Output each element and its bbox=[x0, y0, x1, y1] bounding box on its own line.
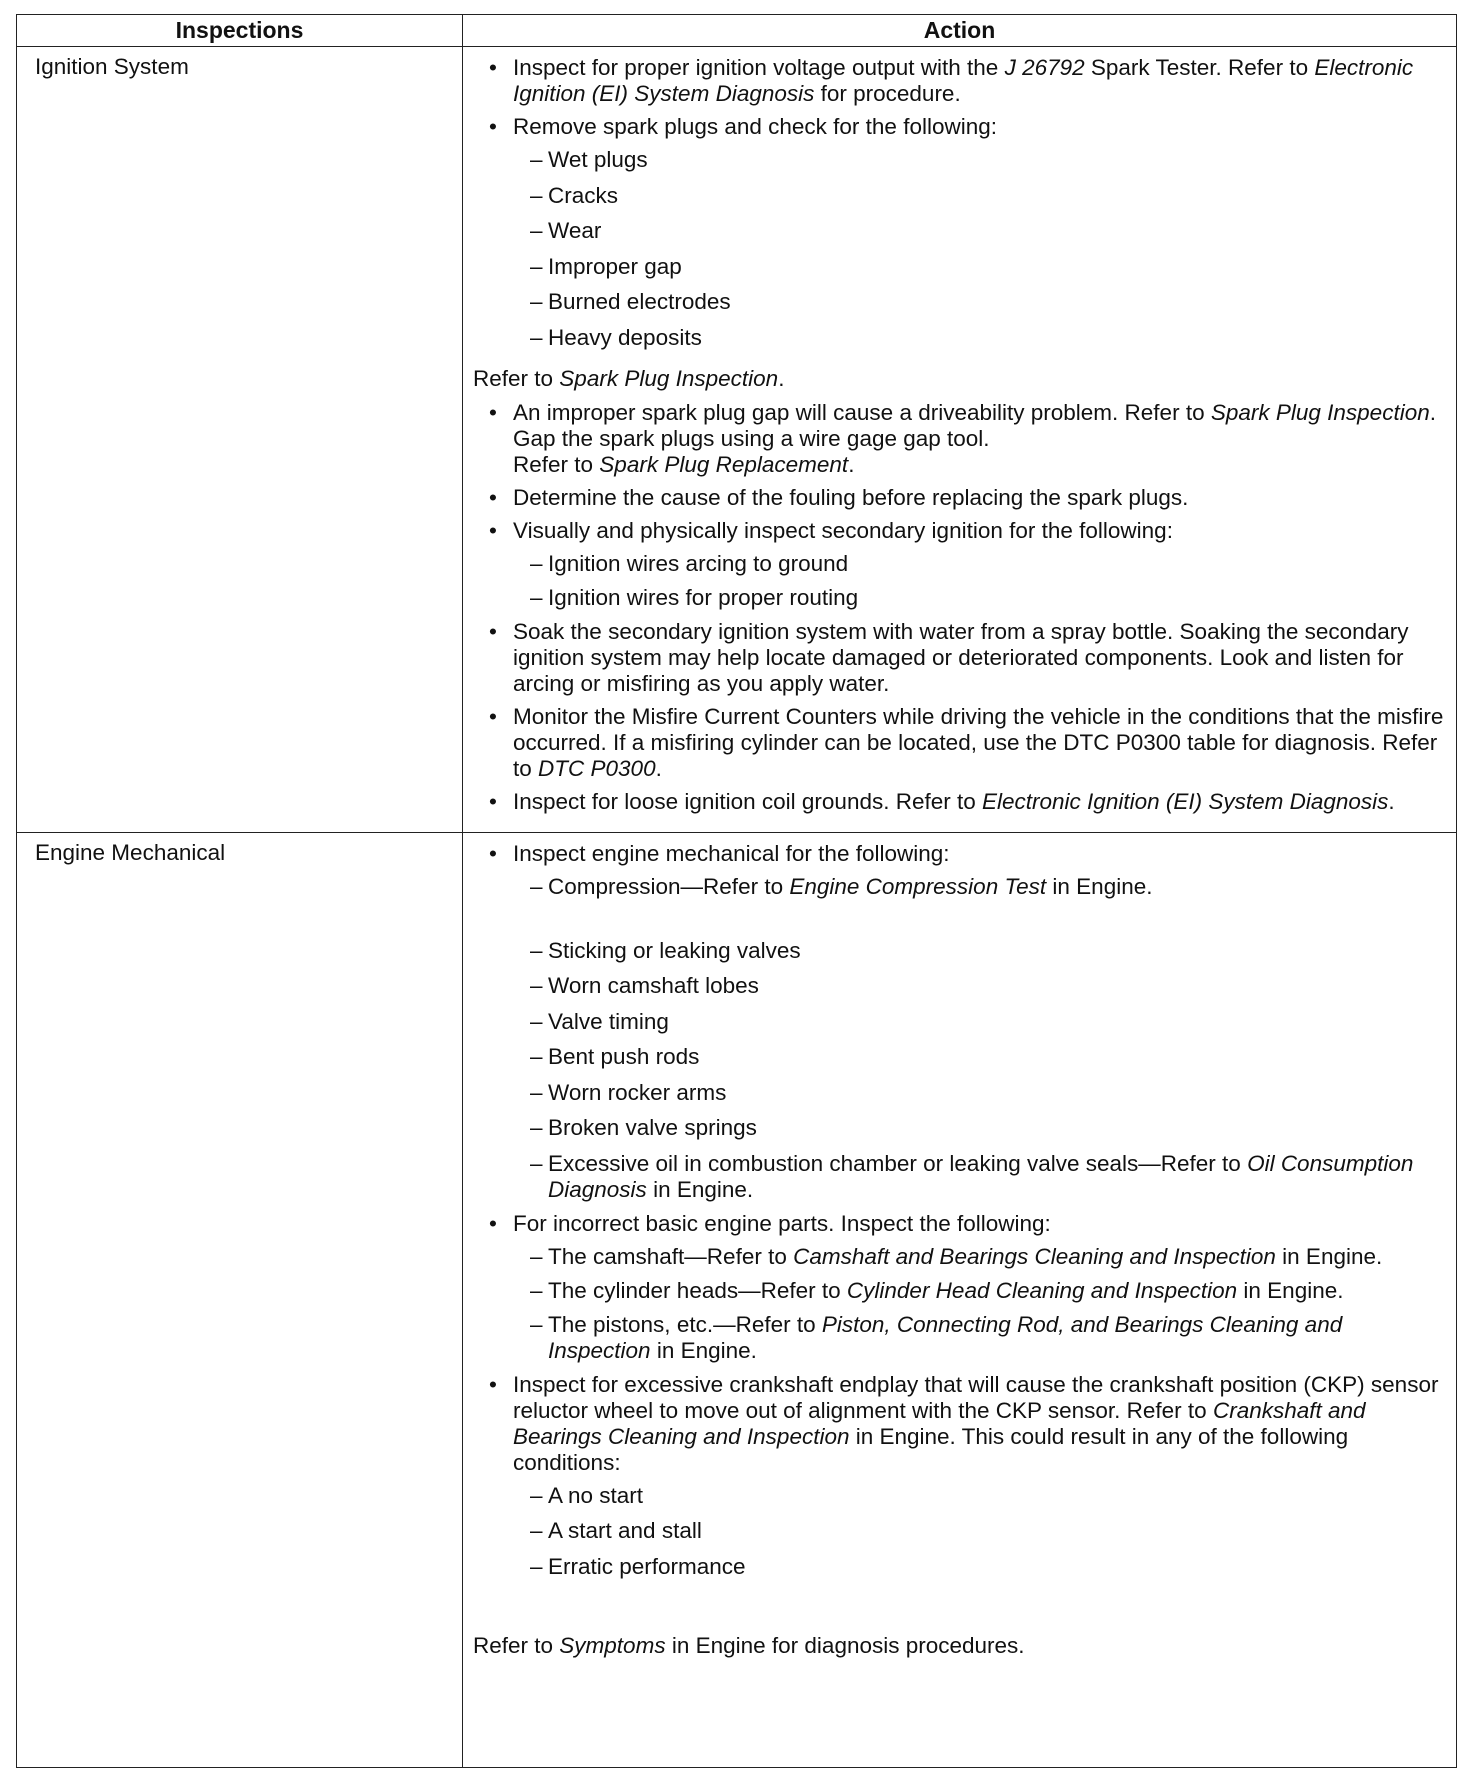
mech-check-item: – Valve timing bbox=[473, 1009, 1448, 1045]
action-ignition-system bbox=[463, 47, 1457, 833]
inspection-engine-mechanical: Engine Mechanical bbox=[17, 833, 463, 1768]
plug-check-item: – Wet plugs bbox=[473, 147, 1448, 183]
plug-check-item: – Burned electrodes bbox=[473, 289, 1448, 325]
ref-ei-diagnosis: Electronic Ignition (EI) System Diagnosis bbox=[513, 55, 1414, 106]
mech-refer-symptoms: Refer to Symptoms in Engine for diagnosis procedures. bbox=[473, 1633, 1025, 1658]
mech-condition-item: – Erratic performance bbox=[473, 1554, 1448, 1590]
plug-check-item: – Wear bbox=[473, 218, 1448, 254]
wire-check-item: – Ignition wires arcing to ground bbox=[473, 551, 1448, 577]
table-row-engine-mechanical bbox=[17, 833, 1457, 1768]
ign-refer-spark-plug-inspection: Refer to Spark Plug Inspection. bbox=[473, 366, 785, 391]
plug-check-item: – Cracks bbox=[473, 183, 1448, 219]
ign-bullet-spark-tester: • Inspect for proper ignition voltage output with the J 26792 Spark Tester. Refer to Electronic Ignition (EI) System Diagnosis for procedure. bbox=[473, 55, 1448, 107]
ign-bullet-misfire-counters: • Monitor the Misfire Current Counters while driving the vehicle in the conditions that the misfire occurred. If a misfiring cylinder can be located, use the DTC P0300 table for diagnosis. Refer to DTC P0300. bbox=[473, 704, 1448, 782]
inspection-ignition-system: Ignition System bbox=[17, 47, 463, 833]
ign-bullet-secondary-ignition: • Visually and physically inspect secondary ignition for the following: bbox=[473, 518, 1448, 544]
mech-bullet-crankshaft-endplay: • Inspect for excessive crankshaft endplay that will cause the crankshaft position (CKP) sensor reluctor wheel to move out of alignment with the CKP sensor. Refer to Crankshaft and Bearings Cleaning and Inspection in Engine. This could result in any of the following conditions: bbox=[473, 1372, 1448, 1476]
mech-check-oil: – Excessive oil in combustion chamber or leaking valve seals—Refer to Oil Consumption Diagnosis in Engine. bbox=[473, 1151, 1448, 1203]
ref-j26792: J 26792 bbox=[1004, 55, 1085, 80]
plug-check-item: – Improper gap bbox=[473, 254, 1448, 290]
header-action: Action bbox=[463, 15, 1457, 47]
header-inspections: Inspections bbox=[17, 15, 463, 47]
mech-condition-item: – A no start bbox=[473, 1483, 1448, 1519]
ign-bullet-plug-gap: • An improper spark plug gap will cause a driveability problem. Refer to Spark Plug Inspection. Gap the spark plugs using a wire gage gap tool. Refer to Spark Plug Replacement. bbox=[473, 400, 1448, 478]
ign-bullet-coil-grounds: • Inspect for loose ignition coil grounds. Refer to Electronic Ignition (EI) System Diagnosis. bbox=[473, 789, 1448, 815]
spacer bbox=[473, 910, 1448, 938]
mech-part-pistons: – The pistons, etc.—Refer to Piston, Connecting Rod, and Bearings Cleaning and Inspection in Engine. bbox=[473, 1312, 1448, 1364]
mech-bullet-inspect: • Inspect engine mechanical for the following: bbox=[473, 841, 1448, 867]
plug-check-item: – Heavy deposits bbox=[473, 325, 1448, 361]
mech-check-item: – Worn rocker arms bbox=[473, 1080, 1448, 1116]
mech-check-item: – Bent push rods bbox=[473, 1044, 1448, 1080]
mech-check-item: – Sticking or leaking valves bbox=[473, 938, 1448, 974]
spacer bbox=[473, 1589, 1448, 1627]
table-header-row bbox=[17, 15, 1457, 47]
inspection-table bbox=[16, 14, 1457, 1768]
mech-condition-item: – A start and stall bbox=[473, 1518, 1448, 1554]
mech-check-item: – Broken valve springs bbox=[473, 1115, 1448, 1151]
mech-part-camshaft: – The camshaft—Refer to Camshaft and Bearings Cleaning and Inspection in Engine. bbox=[473, 1244, 1448, 1270]
ign-bullet-fouling: • Determine the cause of the fouling before replacing the spark plugs. bbox=[473, 485, 1448, 511]
table-row-ignition bbox=[17, 47, 1457, 833]
mech-part-cylinder-heads: – The cylinder heads—Refer to Cylinder Head Cleaning and Inspection in Engine. bbox=[473, 1278, 1448, 1304]
mech-bullet-basic-parts: • For incorrect basic engine parts. Inspect the following: bbox=[473, 1211, 1448, 1237]
wire-check-item: – Ignition wires for proper routing bbox=[473, 585, 1448, 611]
mech-check-compression: – Compression—Refer to Engine Compression Test in Engine. bbox=[473, 874, 1448, 910]
mech-check-item: – Worn camshaft lobes bbox=[473, 973, 1448, 1009]
action-engine-mechanical bbox=[463, 833, 1457, 1768]
ign-bullet-remove-plugs: • Remove spark plugs and check for the following: bbox=[473, 114, 1448, 140]
ign-bullet-soak-water: • Soak the secondary ignition system with water from a spray bottle. Soaking the secondary ignition system may help locate damaged or deteriorated components. Look and listen for arcing or misfiring as you apply water. bbox=[473, 619, 1448, 697]
